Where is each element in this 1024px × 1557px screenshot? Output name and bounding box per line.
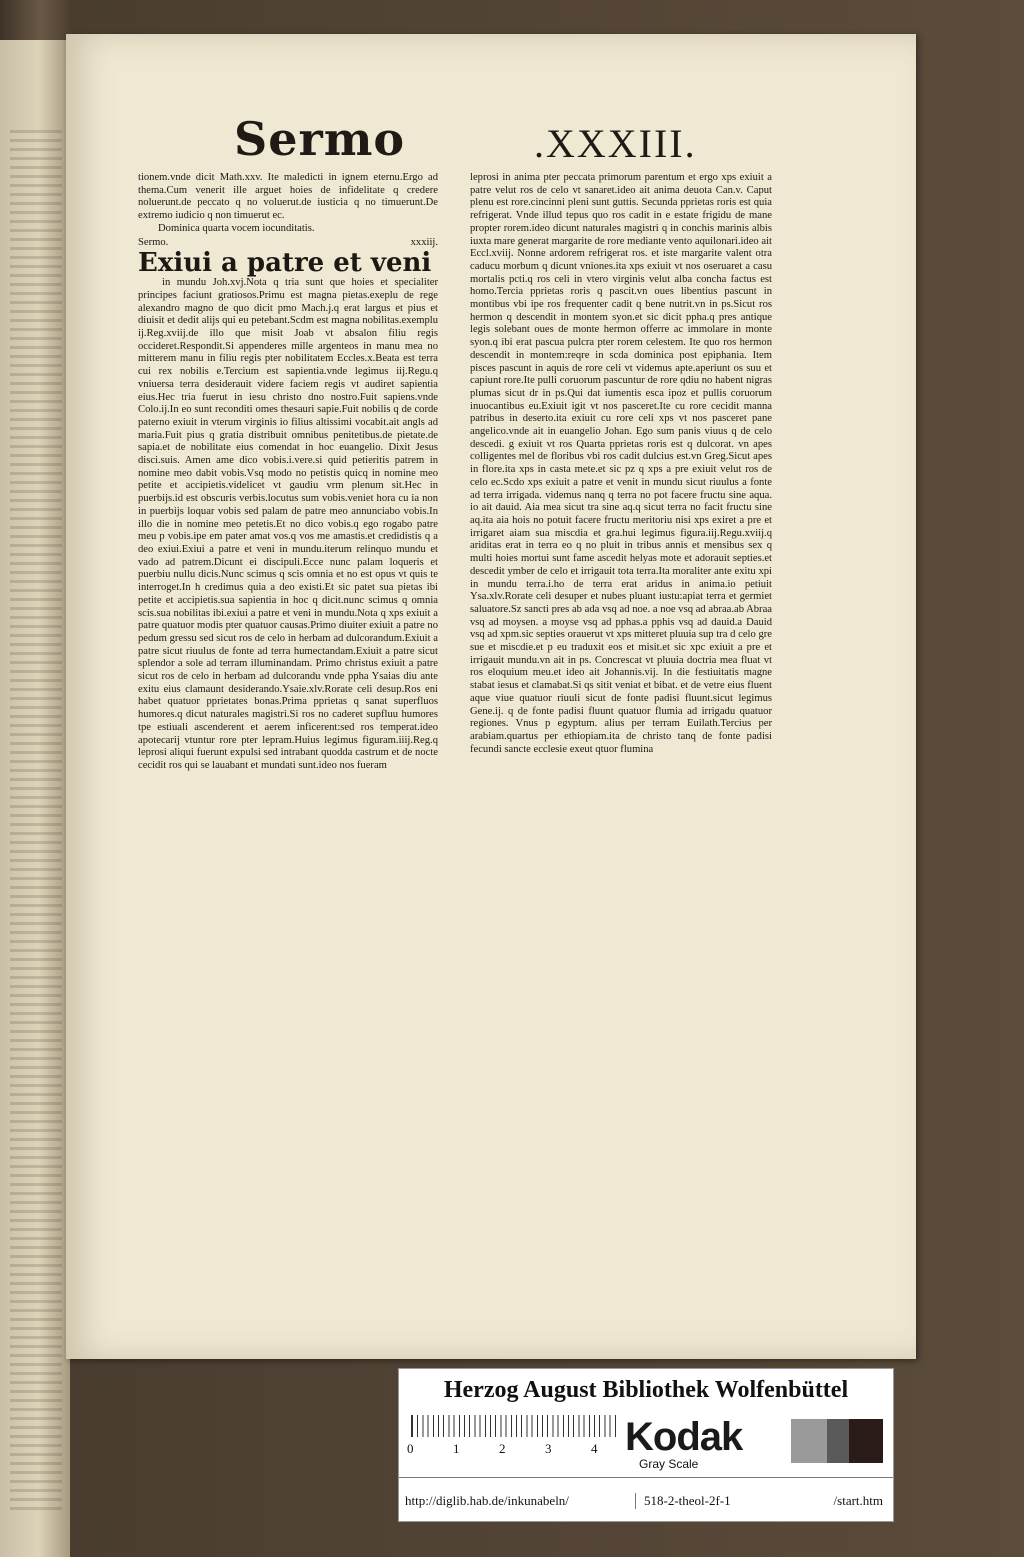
sermo-label: Sermo. (138, 236, 169, 248)
sermon-body-right: leprosi in anima pter peccata primorum parentum et ergo xps exiuit a patre velut ros de celo vt sanaret.ideo ait anima deuota Can.v. Caput plenu est rore.cincinni pleni sunt guttis. Secunda pprietas roris est quia refrigerat. Vnde illud tepus quo ros cadit in e estate frigidu de mane propter rorem.ideo dicunt naturales magistri q in conchis marinis albis iuxta mare generat margarite de rore mediante vento aquilonari.ideo ait Eccl.xviij. Nonne ardorem refrigerat ros. et iste margarite valent otra caducu morbum q dicunt vniones.ita xps exiuit vt nos oseruaret a casu mortalis pcti.q ros celi in vtero virginis velut alba concha factus est homo.Tercia pprietas roris q pascit.vn oues libentius pascunt in montibus vbi ipe ros frequenter cadit q bene nutrit.vn in ps.Sicut ros hermon q descendit in montem syon.et sic dicit ppha.q pres antique legis solebant oues de monte hermon offerre ac immolare in monte syon.q ibi erat pascua pulcra pter rorem celestem. Ite quo ros hermon descendit in montem:reqre in scda dominica post epiphania. Item pisces pascunt in aquis de rore celi vt videmus apte.aperiunt os suu et capiunt rore.Ite pulli coruorum pascuntur de rore qdiu no habent nigras plumas sicut dr in ps.Qui dat iumentis esca ipoz et pullis coruorum inuocantibus eu.Exiuit igit vt nos pasceret.Ite cu rore cecidit manna patribus in deserto.ita exiuit cu rore celi xps vt nos pasceret pane angelico.vnde ait in euangelio Johan. Ego sum panis viuus q de celo descedi. g exiuit vt ros Quarta pprietas roris est q dulcorat. vn apes colligentes mel de floribus vbi ros cadit dulcius est.vn Greg.Sicut apes in flore.ita xps in casta mete.et sic pz q xps a pre exiuit velut ros de celo ec.Scdo xps exiuit a patre et venit in mundu sicut riuulus a fonte ad terra irrigada. videmus nanq q terra no pot facere fructu sine aqua. io ait dauid. Aia mea sicut tra sine aq.q sicut terra no facit fructu sine aq.ita aia hois no potuit facere fructu meritoriu nisi xps exiret a pre et irrigaret aiam sua miscdia et gra.hui legimus figura.iij.Regu.xviij.q ariditas erat in terra eo q no pluit in tribus annis et mensibus sex q multi hoies mortui sunt fame ascedit helyas mote et adorauit septies.et descedit ymber de celo et irrigauit tota terra.Ita moraliter ante exitu xpi in mundu terra.i.ho de terra erat aridus in anima.io petiuit Ysa.xlv.Rorate celi desuper et nubes pluant iustu:apiat terra et germiet saluatore.Sz sancti pres ab ada vsq ad noe. a noe vsq ad abraa.ab Abraa vsq ad moysen. a moyse vsq ad pphas.a pphis vsq ad dauid.a Dauid vsq ad xpm.sic septies orauerut vt xps mitteret pluuia sup tra d celo gre sue et miscdie.et p eu traduxit eos et misit.et sic xpc exiuit a pre et irrigauit mundu.vn ait in ps. Concrescat vt pluuia doctria mea fluat vt ros eloquium meu.et ideo ait Johannis.vij. In die festiuitatis magne stabat iesus et clamabat.Si qs sitit veniat et bibat. et de vetre eius fluent aque viue quatuor riuuli sicut de fonte padisi fluunt.sicut legimus Gene.ij. q de fonte padisi fluunt quatuor flumia ad irrigadu quatuor regiones. Vnus p egyptum. alius per terram Euilath.Tercius per arabiam.quartus per ethiopiam.ita de christo tanq de fonte padisi fecundi sancte ecclesie exeut qtuor flumina (470, 172, 772, 755)
running-head-title: Sermo (234, 112, 406, 166)
gray-swatch-dark (849, 1419, 883, 1463)
ruler-number: 3 (545, 1441, 552, 1456)
ruler (411, 1415, 620, 1437)
ruler-number: 2 (499, 1441, 506, 1456)
left-column (138, 172, 438, 773)
sermon-body-left: in mundu Joh.xvj.Nota q tria sunt que hoies et specialiter principes faciunt gratiosos.Primu est magna pietas.exeplu de rege alexandro magno de quo dicit pmo Mach.j.q erat largus et pius et diuisit et dedit alijs qui eu petebant.Scdm est magna nobilitas.exemplu ij.Reg.xviij.de illo que misit Joab vt absalon filiu regis occideret.Respondit.Si appenderes mille argenteos in manu mea no mitterem manu in filiu regis pter nobilitatem Eccles.x.Beata est terra cui rex nobilis e.Tercium est sapientia.vnde legimus iij.Regu.q vniuersa terra desiderauit videre faciem regis vt audiret sapientia eius.Hec tria fuerut in iesu christo dno nostro.Fuit sapiens.vnde Colo.ij.In eo sunt reconditi omes thesauri sapie.Fuit nobilis q de corde paterno exiuit in vterum virginis io filius altissimi vocabit.ait angls ad maria.Fuit pius q gratia distribuit omnibus penitetibus.de pietate.de sapia.et de nobilitate eius comendat in hoc euangelio. Dixit Jesus disci.suis. Amen ame dico vobis.i.vere.si quid petieritis patrem in nomine meo dabit vobis.Vsq modo no petistis quicq in nomine meo petite et accipietis.videlicet vt gaudiu vrm plenum sit.Hec in puerbijs.id est obscuris verbis.locutus sum vobis.veniet hora cu ia non in puerbijs loquar vobis sed palam de patre meo annunciabo vobis.In illo die in nomine meo petetis.Et no dico vobis.q ego rogabo patre meu p vobis.ipe em pater amat vos.q vos me amastis.et credidistis q a deo exiui.Exiui a patre et veni in mundu.iterum relinquo mundu et vado ad patrem.Dicunt ei discipuli.Ecce nunc palam loqueris et puerbiu nullu dicis.Nunc scimus q scis omnia et no est opus vt quis te interroget.In h credimus quia a deo existi.Et sic patet sua pietas ibi petite et accipietis.sua sapientia in hoc q dicit.nunc scimus q omnia scis.sua nobilitas ibi.exiui a patre et veni in mundu.Nota q xps exiuit a patre quatuor modis pter quatuor causas.Primo diuiter exiuit a patre no pedum gressu sed sicut ros de celo in herbam ad dulcorandum.Exiuit a patre sicut riuulus de fonte ad terra humectandam.Exiuit a patre sicut splendor a sole ad terram illuminandam. Primo christus exiuit a patre sicut ros de celo in herbam ad dulcorandu vnde ppha Ysaias diu ante exitu eius clamaunt desiderando.Ysaie.xlv.Rorate celi desup.Ros eni habet quatuor pprietates bonas.Prima pprietas q sanat superfluos humores.q dicut naturales magistri.Si ros no caderet supfluu humores tpe estiuali ascenderent et aerem inficerent:sed ros temperat.ideo apotecarij vtuntur rore pter lepram.Huius legimus figuram.iiij.Reg.q leprosi aliqui fuerunt expulsi sed intrabant quodda castrum et de nocte cecidit ros qui se lauabant et mundati sunt.ideo nos fueram (138, 277, 438, 771)
book-page (66, 34, 916, 1359)
library-title: Herzog August Bibliothek Wolfenbüttel (443, 1377, 849, 1403)
start-file: /start.htm (833, 1493, 883, 1508)
gray-scale-label: Gray Scale (639, 1457, 699, 1471)
previous-page-edge (0, 40, 70, 1557)
ruler-number: 1 (453, 1441, 460, 1456)
gray-swatch-mid (827, 1419, 849, 1463)
divider (399, 1477, 893, 1478)
source-url: http://diglib.hab.de/inkunabeln/ (405, 1493, 569, 1508)
sermo-number: xxxiij. (410, 236, 438, 248)
right-column (470, 172, 772, 756)
ruler-number: 4 (591, 1441, 598, 1456)
shelfmark: 518-2-theol-2f-1 (635, 1493, 731, 1509)
folio-number: .XXXIII. (534, 121, 697, 166)
bleed-through-text (10, 130, 62, 1510)
incipit: Exiui a patre et veni (138, 248, 432, 279)
kodak-logo: Kodak (625, 1415, 743, 1459)
color-target-card (398, 1368, 894, 1522)
paragraph-intro: tionem.vnde dicit Math.xxv. Ite maledicti in ignem eternu.Ergo ad thema.Cum venerit ille arguet hoies de infidelitate q credere noluerunt.de peccato q no voluerut.de iusticia q no timuerunt.De extremo iudicio q non timuerut ec. (138, 172, 438, 222)
rubric-dominica: Dominica quarta vocem iocunditatis. (158, 222, 315, 234)
gray-swatch-light (791, 1419, 827, 1463)
ruler-number: 0 (407, 1441, 414, 1456)
